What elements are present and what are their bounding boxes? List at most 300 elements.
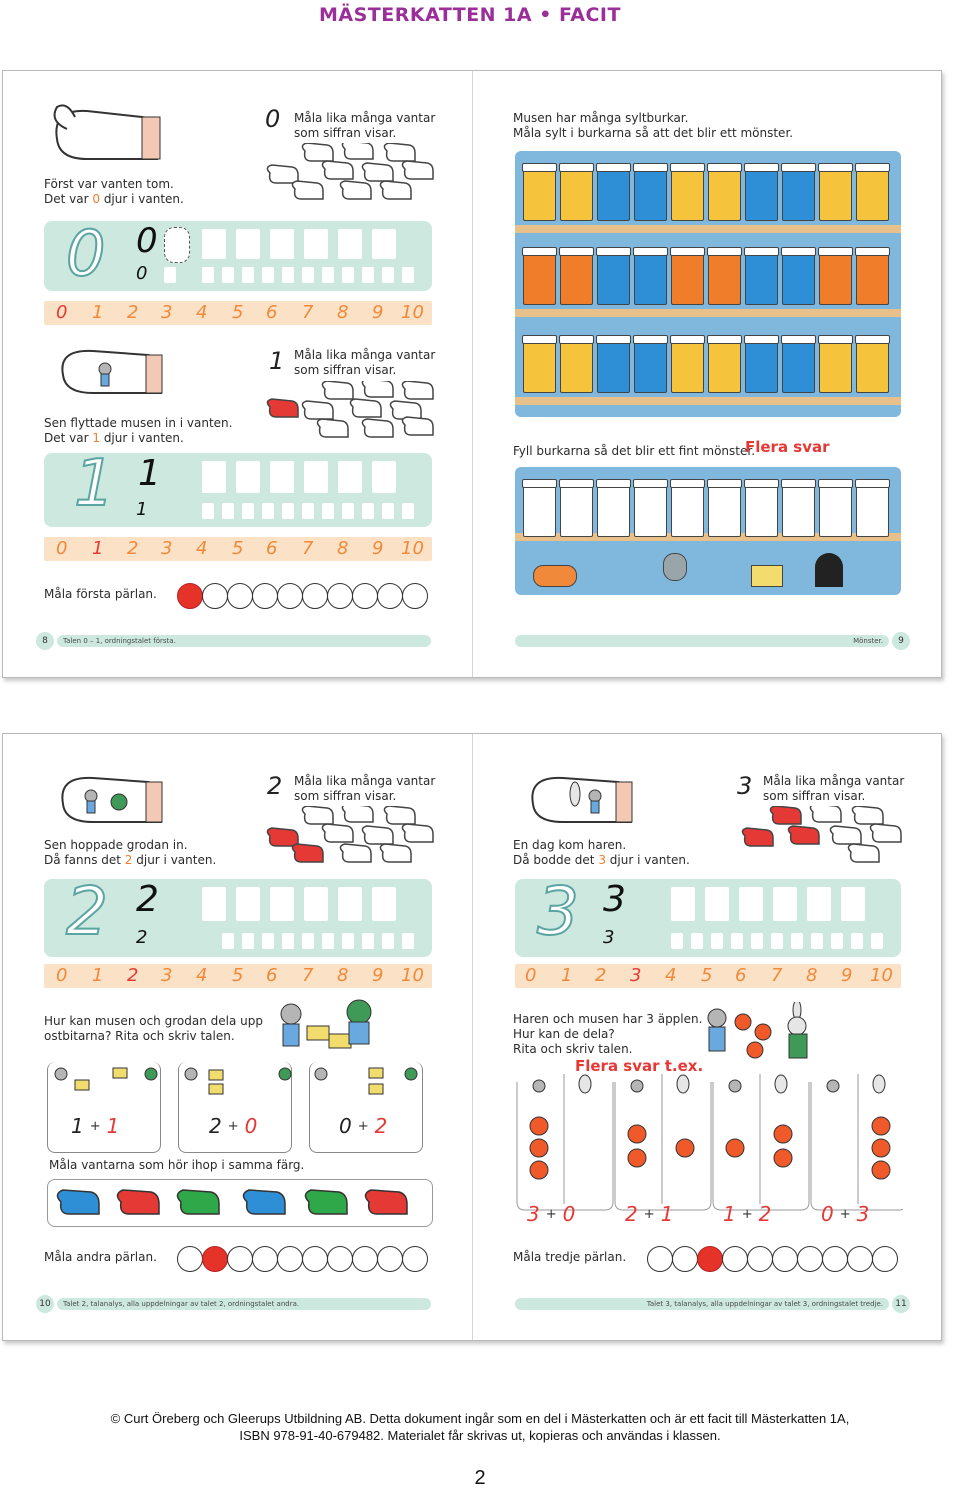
writing-practice-band-0: [44, 217, 432, 291]
plus-sign: +: [545, 1207, 557, 1222]
mitten-with-mouse-illustration: [53, 341, 173, 401]
number-line-digit: 2: [127, 538, 139, 559]
write-box-small[interactable]: [302, 267, 314, 283]
mouse-hole: [815, 553, 843, 587]
story-line-1: En dag kom haren.: [513, 838, 627, 852]
mouse-and-frog-with-cheese-illustration: [263, 996, 393, 1056]
instruction-line-2: som siffran visar.: [294, 363, 397, 377]
sum-answer: 1: [106, 1114, 120, 1138]
example-numeral-small: 1: [136, 499, 148, 520]
write-box-small[interactable]: [202, 503, 214, 519]
page-footer: Talen 0 – 1, ordningstalet första.: [57, 635, 431, 647]
jam-jar[interactable]: [523, 169, 556, 221]
write-box-small[interactable]: [164, 267, 176, 283]
empty-jam-jar[interactable]: [597, 485, 630, 537]
number-line-digit: 8: [337, 965, 349, 986]
write-box[interactable]: [372, 461, 396, 493]
story-line-1: Sen flyttade musen in i vanten.: [44, 416, 233, 430]
page-number: 10: [36, 1295, 54, 1313]
number-line-digit: 1: [92, 965, 104, 986]
sum-4: [821, 1202, 869, 1226]
trace-numeral: 3: [537, 873, 579, 950]
jam-jar[interactable]: [745, 341, 778, 393]
bead[interactable]: [872, 1246, 898, 1272]
jam-jar[interactable]: [671, 341, 704, 393]
example-numeral: 3: [603, 879, 626, 920]
sum-1: [527, 1202, 575, 1226]
split-pictures: [49, 1064, 429, 1104]
story-line-2: Det var 0 djur i vanten.: [44, 192, 184, 206]
write-box-small[interactable]: [282, 933, 294, 949]
writing-practice-band-3: [515, 873, 901, 957]
jam-jar[interactable]: [671, 253, 704, 305]
instruction-line-2: som siffran visar.: [294, 789, 397, 803]
bead[interactable]: [202, 583, 228, 609]
number-line-digit: 8: [337, 538, 349, 559]
write-box-small[interactable]: [242, 267, 254, 283]
instruction-line-1: Måla lika många vantar: [294, 348, 436, 362]
write-box-small[interactable]: [811, 933, 823, 949]
number-line-digit: 0: [56, 302, 68, 323]
page-number: 8: [36, 632, 54, 650]
page-number: 11: [892, 1295, 910, 1313]
write-box[interactable]: [338, 229, 362, 259]
mittens-to-color-1[interactable]: [265, 381, 435, 443]
empty-jam-jar[interactable]: [782, 485, 815, 537]
bead[interactable]: [772, 1246, 798, 1272]
fill-instruction: Fyll burkarna så det blir ett fint mönster.: [513, 444, 756, 458]
write-box[interactable]: [338, 461, 362, 493]
jam-jar[interactable]: [856, 341, 889, 393]
page-number: 9: [892, 632, 910, 650]
write-box[interactable]: [236, 887, 260, 921]
story-line-2: Då fanns det 2 djur i vanten.: [44, 853, 217, 867]
number-line-digit: 8: [806, 965, 818, 986]
number-line-digit: 4: [196, 965, 208, 986]
write-box-small[interactable]: [322, 933, 334, 949]
write-box-small[interactable]: [282, 503, 294, 519]
bead[interactable]: [227, 1246, 253, 1272]
bead[interactable]: [227, 583, 253, 609]
bead[interactable]: [352, 1246, 378, 1272]
spilled-jar-illustration: [533, 565, 577, 587]
example-numeral: 2: [136, 879, 159, 920]
question-line-3: Rita och skriv talen.: [513, 1042, 633, 1056]
empty-jam-jar[interactable]: [819, 485, 852, 537]
number-line-digit: 4: [665, 965, 677, 986]
write-box[interactable]: [270, 461, 294, 493]
sheet-number: 2: [474, 1467, 486, 1489]
number-line: [44, 537, 432, 561]
bead[interactable]: [672, 1246, 698, 1272]
write-box-small[interactable]: [342, 503, 354, 519]
write-box-small[interactable]: [671, 933, 683, 949]
mitten-pairs[interactable]: [51, 1184, 427, 1224]
number-line: [44, 301, 432, 325]
write-box-small[interactable]: [831, 933, 843, 949]
example-numeral-small: 0: [136, 263, 148, 284]
write-box[interactable]: [807, 887, 831, 921]
write-box-small[interactable]: [851, 933, 863, 949]
number-line-digit: 3: [161, 538, 173, 559]
empty-jam-jar[interactable]: [634, 485, 667, 537]
write-box[interactable]: [202, 229, 226, 259]
write-box-small[interactable]: [342, 267, 354, 283]
instruction-line-1: Måla lika många vantar: [294, 774, 436, 788]
page-title: MÄSTERKATTEN 1A • FACIT: [319, 4, 621, 26]
sum-answer: 3: [527, 1202, 540, 1226]
shelf-board: [515, 225, 901, 233]
number-line-digit: 9: [372, 302, 384, 323]
example-numeral-small: 2: [136, 927, 148, 948]
number-line-digit: 9: [372, 965, 384, 986]
page-footer: Mönster.: [515, 635, 889, 647]
write-box[interactable]: [705, 887, 729, 921]
copyright-notice: [0, 1410, 960, 1444]
bead[interactable]: [252, 583, 278, 609]
spread-pages-8-9: [2, 70, 942, 678]
pair-instruction: Måla vantarna som hör ihop i samma färg.: [49, 1158, 305, 1172]
number-line-digit: 2: [127, 302, 139, 323]
bead[interactable]: [277, 583, 303, 609]
plus-sign: +: [839, 1207, 851, 1222]
copyright-line-1: © Curt Öreberg och Gleerups Utbildning AB. Detta dokument ingår som en del i Mästerkatten och är ett facit till Mästerkatten 1A,: [110, 1411, 850, 1426]
plus-sign: +: [227, 1119, 239, 1134]
number-line-digit: 1: [92, 538, 104, 559]
jam-jar[interactable]: [782, 341, 815, 393]
answer-note: Flera svar: [745, 438, 830, 456]
page-footer: Talet 3, talanalys, alla uppdelningar av talet 3, ordningstalet tredje.: [515, 1298, 889, 1310]
number-line-digit: 9: [841, 965, 853, 986]
bead[interactable]: [647, 1246, 673, 1272]
mittens-to-color-3[interactable]: [733, 806, 903, 868]
cheese-illustration: [751, 565, 783, 587]
sum-3: [339, 1114, 387, 1138]
bead[interactable]: [402, 583, 428, 609]
numeral-3: 3: [737, 772, 753, 800]
jam-jar[interactable]: [523, 253, 556, 305]
numeral-0: 0: [265, 105, 281, 133]
sum-2: [625, 1202, 673, 1226]
sum-answer: 3: [856, 1202, 870, 1226]
write-box-small[interactable]: [711, 933, 723, 949]
jam-jar[interactable]: [560, 341, 593, 393]
write-box-small[interactable]: [222, 267, 234, 283]
write-box-small[interactable]: [382, 267, 394, 283]
bead[interactable]: [797, 1246, 823, 1272]
empty-jam-jar[interactable]: [745, 485, 778, 537]
jars-intro-line-2: Måla sylt i burkarna så att det blir ett mönster.: [513, 126, 794, 140]
jam-jar[interactable]: [856, 169, 889, 221]
write-box[interactable]: [236, 229, 260, 259]
write-box-small[interactable]: [871, 933, 883, 949]
number-line-digit: 7: [771, 965, 783, 986]
numeral-1: 1: [269, 347, 285, 375]
write-box[interactable]: [739, 887, 763, 921]
number-line-digit: 0: [56, 965, 68, 986]
write-box-small[interactable]: [382, 933, 394, 949]
sum-answer: 0: [562, 1202, 576, 1226]
trace-numeral: 1: [74, 447, 115, 521]
sum-answer: 2: [625, 1202, 638, 1226]
write-box-small[interactable]: [362, 933, 374, 949]
write-box-small[interactable]: [342, 933, 354, 949]
number-line-digit: 5: [232, 302, 244, 323]
number-line-digit: 6: [735, 965, 747, 986]
number-line-digit: 2: [595, 965, 607, 986]
write-box[interactable]: [202, 461, 226, 493]
number-line-digit: 3: [630, 965, 642, 986]
write-box[interactable]: [841, 887, 865, 921]
number-line-digit: 3: [161, 965, 173, 986]
example-numeral: 1: [138, 453, 161, 494]
question-line-2: ostbitarna? Rita och skriv talen.: [44, 1029, 235, 1043]
write-box[interactable]: [202, 887, 226, 921]
write-box-small[interactable]: [242, 503, 254, 519]
spread-pages-10-11: [2, 733, 942, 1341]
write-box-small[interactable]: [222, 933, 234, 949]
number-line-digit: 5: [232, 965, 244, 986]
sum-answer: 1: [723, 1202, 736, 1226]
jam-jar[interactable]: [634, 253, 667, 305]
write-box-small[interactable]: [262, 267, 274, 283]
plus-sign: +: [357, 1119, 369, 1134]
bead[interactable]: [402, 1246, 428, 1272]
jars-intro-line-1: Musen har många syltburkar.: [513, 111, 689, 125]
number-line-digit: 7: [302, 302, 314, 323]
bead[interactable]: [327, 583, 353, 609]
bead-string: [177, 1246, 427, 1272]
sum-term: 2: [209, 1114, 222, 1138]
sum-3: [723, 1202, 771, 1226]
write-box[interactable]: [236, 461, 260, 493]
empty-jam-jar[interactable]: [671, 485, 704, 537]
mitten-with-mouse-and-hare-illustration: [523, 768, 643, 830]
bead[interactable]: [302, 1246, 328, 1272]
write-box-small[interactable]: [402, 267, 414, 283]
trace-numeral: 0: [66, 217, 106, 290]
jam-jar[interactable]: [523, 341, 556, 393]
number-line-digit: 7: [302, 538, 314, 559]
bead-filled[interactable]: [697, 1246, 723, 1272]
copyright-line-2: ISBN 978-91-40-679482. Materialet får skrivas ut, kopieras och användas i klassen.: [239, 1428, 721, 1443]
number-line-digit: 6: [266, 965, 278, 986]
number-line-digit: 6: [266, 302, 278, 323]
write-box-small[interactable]: [382, 503, 394, 519]
write-box-small[interactable]: [262, 933, 274, 949]
bead[interactable]: [847, 1246, 873, 1272]
empty-mitten-illustration: [47, 99, 167, 169]
jam-jar[interactable]: [819, 253, 852, 305]
instruction-line-2: som siffran visar.: [294, 126, 397, 140]
bead[interactable]: [327, 1246, 353, 1272]
number-line-digit: 10: [401, 965, 424, 986]
story-line-2: Då bodde det 3 djur i vanten.: [513, 853, 690, 867]
bead-instruction: Måla andra pärlan.: [44, 1250, 157, 1264]
write-box-small[interactable]: [222, 503, 234, 519]
write-box-small[interactable]: [242, 933, 254, 949]
jam-jar[interactable]: [671, 169, 704, 221]
number-line-digit: 8: [337, 302, 349, 323]
story-line-1: Sen hoppade grodan in.: [44, 838, 188, 852]
sum-1: [71, 1114, 119, 1138]
number-line-digit: 6: [266, 538, 278, 559]
mouse-hare-apples-illustration: [697, 1002, 827, 1064]
writing-practice-band-1: [44, 447, 432, 527]
plus-sign: +: [643, 1207, 655, 1222]
jam-jar[interactable]: [782, 169, 815, 221]
sum-term: 0: [339, 1114, 352, 1138]
write-box-small[interactable]: [691, 933, 703, 949]
number-line-digit: 1: [92, 302, 104, 323]
bead[interactable]: [302, 583, 328, 609]
mitten-with-mouse-and-frog-illustration: [53, 768, 173, 830]
example-numeral-small: 3: [603, 927, 615, 948]
number-line-digit: 1: [561, 965, 573, 986]
shelf-board: [515, 309, 901, 317]
jam-jar[interactable]: [745, 253, 778, 305]
story-line-2: Det var 1 djur i vanten.: [44, 431, 184, 445]
dotted-guide: [164, 227, 190, 263]
question-line-1: Haren och musen har 3 äpplen.: [513, 1012, 703, 1026]
bead[interactable]: [722, 1246, 748, 1272]
mouse-illustration: [663, 553, 687, 581]
instruction-line-1: Måla lika många vantar: [763, 774, 905, 788]
writing-practice-band-2: [44, 873, 432, 957]
write-box[interactable]: [270, 229, 294, 259]
story-line-1: Först var vanten tom.: [44, 177, 174, 191]
jam-jar[interactable]: [708, 253, 741, 305]
write-box-small[interactable]: [771, 933, 783, 949]
sum-term: 1: [71, 1114, 84, 1138]
number-line-digit: 5: [232, 538, 244, 559]
jam-jar[interactable]: [708, 169, 741, 221]
bead[interactable]: [747, 1246, 773, 1272]
empty-jam-jar[interactable]: [560, 485, 593, 537]
write-box-small[interactable]: [731, 933, 743, 949]
sum-2: [209, 1114, 257, 1138]
number-line-digit: 7: [302, 965, 314, 986]
number-line: [44, 964, 432, 988]
bead-instruction: Måla första pärlan.: [44, 587, 157, 601]
write-box-small[interactable]: [402, 503, 414, 519]
bead-instruction: Måla tredje pärlan.: [513, 1250, 627, 1264]
empty-jam-jar[interactable]: [856, 485, 889, 537]
jam-jar[interactable]: [560, 253, 593, 305]
sum-answer: 2: [374, 1114, 388, 1138]
write-box-small[interactable]: [791, 933, 803, 949]
write-box[interactable]: [270, 887, 294, 921]
write-box-small[interactable]: [302, 933, 314, 949]
write-box[interactable]: [304, 461, 328, 493]
number-line-digit: 4: [196, 538, 208, 559]
number-line-digit: 3: [161, 302, 173, 323]
write-box[interactable]: [304, 887, 328, 921]
jam-jar[interactable]: [782, 253, 815, 305]
question-line-2: Hur kan de dela?: [513, 1027, 615, 1041]
sum-answer: 2: [758, 1202, 772, 1226]
jam-jar[interactable]: [708, 341, 741, 393]
bead[interactable]: [822, 1246, 848, 1272]
spine-fold: [472, 734, 473, 1340]
question-line-1: Hur kan musen och grodan dela upp: [44, 1014, 263, 1028]
write-box-small[interactable]: [262, 503, 274, 519]
jam-jar[interactable]: [560, 169, 593, 221]
write-box-small[interactable]: [322, 503, 334, 519]
write-box-small[interactable]: [362, 267, 374, 283]
shelf-board: [515, 397, 901, 405]
bead-string: [647, 1246, 897, 1272]
jam-jar[interactable]: [634, 341, 667, 393]
bead[interactable]: [377, 583, 403, 609]
jam-jar[interactable]: [819, 169, 852, 221]
sum-answer: 0: [821, 1202, 834, 1226]
write-box-small[interactable]: [362, 503, 374, 519]
bead-filled[interactable]: [202, 1246, 228, 1272]
write-box-small[interactable]: [202, 267, 214, 283]
bead[interactable]: [252, 1246, 278, 1272]
number-line-digit: 2: [127, 965, 139, 986]
instruction-line-1: Måla lika många vantar: [294, 111, 436, 125]
jam-jar[interactable]: [597, 169, 630, 221]
jam-jar[interactable]: [634, 169, 667, 221]
bead[interactable]: [277, 1246, 303, 1272]
bead[interactable]: [177, 1246, 203, 1272]
bead-string: [177, 583, 427, 609]
write-box[interactable]: [773, 887, 797, 921]
write-box-small[interactable]: [402, 933, 414, 949]
write-box[interactable]: [372, 887, 396, 921]
jam-jar[interactable]: [597, 341, 630, 393]
number-line-digit: 9: [372, 538, 384, 559]
number-line-digit: 0: [56, 538, 68, 559]
jam-jar[interactable]: [597, 253, 630, 305]
instruction-line-2: som siffran visar.: [763, 789, 866, 803]
write-box-small[interactable]: [302, 503, 314, 519]
write-box[interactable]: [304, 229, 328, 259]
write-box[interactable]: [338, 887, 362, 921]
number-line-digit: 0: [525, 965, 537, 986]
number-line-digit: 10: [401, 538, 424, 559]
sum-answer: 1: [660, 1202, 674, 1226]
empty-jam-jar[interactable]: [708, 485, 741, 537]
write-box[interactable]: [372, 229, 396, 259]
plus-sign: +: [741, 1207, 753, 1222]
mittens-to-color-2[interactable]: [265, 806, 435, 868]
number-line-digit: 5: [701, 965, 713, 986]
empty-jam-jar[interactable]: [523, 485, 556, 537]
jam-jar[interactable]: [745, 169, 778, 221]
bead-filled[interactable]: [177, 583, 203, 609]
number-line: [515, 964, 901, 988]
write-box[interactable]: [671, 887, 695, 921]
spine-fold: [472, 71, 473, 677]
write-box-small[interactable]: [751, 933, 763, 949]
bead[interactable]: [352, 583, 378, 609]
trace-numeral: 2: [66, 873, 108, 950]
bead[interactable]: [377, 1246, 403, 1272]
example-numeral: 0: [136, 221, 158, 261]
jam-jar[interactable]: [856, 253, 889, 305]
sum-answer: 0: [244, 1114, 258, 1138]
write-box-small[interactable]: [322, 267, 334, 283]
number-line-digit: 4: [196, 302, 208, 323]
numeral-2: 2: [267, 772, 283, 800]
jam-jar[interactable]: [819, 341, 852, 393]
write-box-small[interactable]: [282, 267, 294, 283]
number-line-digit: 10: [401, 302, 424, 323]
mittens-to-color-0[interactable]: [265, 143, 435, 205]
